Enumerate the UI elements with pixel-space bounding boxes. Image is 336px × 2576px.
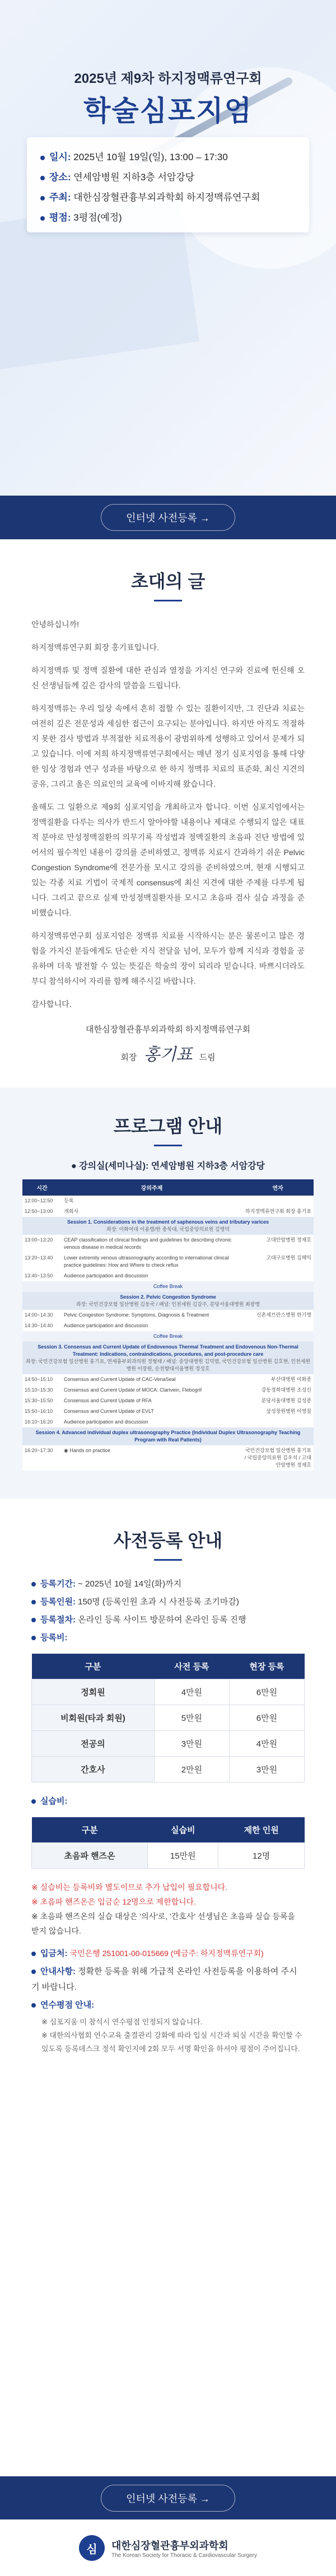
table-row: 13:20~13:40 Lower extremity venous ultrasonography according to international clinical practice guidelines: How and Where to check reflux 고대구로병원 김해익: [22, 1253, 314, 1271]
registration-title: 사전등록 안내: [113, 1530, 223, 1551]
info-place: 장소: 연세암병원 지하3층 서암강당: [40, 167, 296, 188]
program-section: [0, 1088, 336, 1499]
cta-bar-bottom: [0, 2476, 336, 2520]
signature-suffix: 드림: [199, 1053, 216, 1062]
session-title: Session 2. Pelvic Congestion Syndrome: [120, 1294, 216, 1300]
cert-note: ※ 심포지움 미 참석시 연수평점 인정되지 않습니다.: [41, 2018, 203, 2026]
info-date: 일시: 2025년 10월 19일(일), 13:00 – 17:30: [40, 147, 296, 167]
table-header: 실습비: [148, 1817, 218, 1843]
footer-org-en: The Korean Society for Thoracic & Cardiovascular Surgery: [111, 2552, 257, 2559]
table-row: 16:20~17:30 ◉ Hands on practice 국민건강보험 일산병원 홍기표 / 국립중앙의료원 김우석 / 고대안암병원 정재호: [22, 1445, 314, 1471]
society-logo-icon: 심: [79, 2535, 105, 2561]
table-header: 시간: [22, 1179, 62, 1196]
signature-org: 대한심장혈관흉부외과학회 하지정맥류연구회: [86, 1025, 250, 1034]
table-row: 15:10~15:30 Consensus and Current Update of MOCA: Clarivein, Flebogrif 강동경희대병원 조성신: [22, 1385, 314, 1396]
reg-period: 등록기간: ~ 2025년 10월 14일(화)까지: [31, 1576, 305, 1592]
note-practice-target: ※ 초음파 핸즈온의 실습 대상은 '의사'로, '간호사' 선생님은 초음파 실습 등록을 받지 않습니다.: [31, 1912, 295, 1935]
fee-table: [31, 1654, 305, 1782]
signature-block: [31, 1023, 305, 1065]
greeting-paragraph: 하지정맥류는 우리 일상 속에서 흔히 접할 수 있는 질환이지만, 그 진단과 치료는 여전히 깊은 전문성과 세심한 접근이 요구되는 분야입니다. 하지만 아직도 적절하지 못한 검사 방법과 부적절한 치료적용이 광범위하게 성행하고 있어서 문제가 되고 있습니다. 이에 저희 하지정맥류연구회에서는 매년 정기 심포지엄을 통해 다양한 임상 경험과 연구 성과를 바탕으로 한 하지 정맥류 치료의 표준화, 최신 지견의 공유, 그리고 올은 의료인의 교육에 이바지해 왔습니다.: [31, 704, 305, 788]
table-header: 연자: [242, 1179, 314, 1196]
table-row: 초음파 핸즈온 15만원 12명: [32, 1843, 305, 1869]
table-row: 12:00~12:50 등록: [22, 1196, 314, 1206]
bullet-icon: [31, 1799, 36, 1804]
note-practice-fee: ※ 실습비는 등록비와 별도이므로 추가 납입이 필요합니다.: [31, 1883, 228, 1892]
bullet-icon: [31, 1970, 36, 1974]
table-row: 15:30~15:50 Consensus and Current Update of RFA 분당서울대병원 김성종: [22, 1396, 314, 1406]
bullet-icon: [31, 1952, 36, 1956]
table-row: 13:00~13:20 CEAP classification of clinical findings and guidelines for describing chronic venous disease in medical records 고대안암병원 정재호: [22, 1235, 314, 1253]
table-row: 16:10~16:20 Audience participation and discussion: [22, 1417, 314, 1427]
table-row: 15:50~16:10 Consensus and Current Update of EVLT 삼성창원병원 이영칠: [22, 1406, 314, 1417]
program-table: [22, 1179, 314, 1471]
signature-name: 홍기표: [143, 1045, 193, 1065]
bullet-icon: [40, 196, 45, 200]
table-header: 제한 인원: [218, 1817, 305, 1843]
greeting-title: 초대의 글: [130, 571, 206, 591]
bullet-icon: [40, 156, 45, 160]
bullet-icon: [31, 1600, 36, 1604]
program-title: 프로그램 안내: [113, 1116, 223, 1136]
registration-section: [0, 1499, 336, 2073]
greeting-paragraph: 하지정맥류 및 정맥 질환에 대한 관심과 열정을 가지신 연구와 진료에 헌신해 오신 선생님들께 깊은 감사의 말씀을 드립니다.: [31, 666, 305, 690]
hero-title: 학술심포지엄: [83, 95, 253, 127]
signature-role: 회장: [120, 1053, 137, 1062]
reg-capacity: 등록인원: 150명 (등록인원 초과 시 사전등록 조기마감): [31, 1594, 305, 1610]
table-row: 14:30~14:40 Audience participation and discussion: [22, 1320, 314, 1331]
register-button[interactable]: 인터넷 사전등록 →: [101, 504, 235, 531]
greeting-paragraph: 하지정맥류연구회 회장 홍기표입니다.: [31, 643, 160, 652]
greeting-paragraph: 하지정맥류연구회 심포지엄은 정맥류 치료를 시작하시는 분은 물론이고 많은 경험을 가지신 분들에게도 단순한 지식 전달을 넘어, 모두가 함께 지식과 경험을 공유하며 더욱 발전할 수 있는 뜻깊은 학술의 장이 되리라 믿습니다. 바쁘시더라도 부디 참석하시어 자리를 함께 해주시길 바랍니다.: [31, 931, 305, 986]
reg-account: 입금처: 국민은행 251001-00-015669 (예금주: 하지정맥류연구회): [31, 1946, 305, 1962]
reg-practice: 실습비:: [31, 1794, 305, 1809]
program-break-row: Coffee Break: [22, 1281, 314, 1292]
table-row: 정회원 4만원 6만원: [32, 1679, 305, 1705]
session-title: Session 1. Considerations in the treatment of saphenous veins and tributary varices: [67, 1219, 269, 1225]
practice-table: [31, 1817, 305, 1869]
bullet-icon: [31, 1582, 36, 1586]
bullet-icon: [40, 216, 45, 221]
table-header: 구분: [32, 1654, 155, 1679]
table-header: 강의주제: [62, 1179, 242, 1196]
bullet-icon: [31, 1636, 36, 1640]
session-title: Session 3. Consensus and Current Update of Endovenous Thermal Treatment and Endovenous Non-Thermal Treatment: Indications, contraindications, procedures, and post-procedure care: [38, 1344, 298, 1357]
bullet-icon: [31, 2003, 36, 2008]
table-row: 14:00~14:30 Pelvic Congestion Syndrome: Symptoms, Diagnosis & Treatment 신촌세브란스병원 한기명: [22, 1310, 314, 1320]
footer-org-ko: 대한심장혈관흉부외과학회: [111, 2540, 228, 2551]
table-row: 전공의 3만원 4만원: [32, 1731, 305, 1757]
reg-method: 등록절차: 온라인 등록 사이트 방문하여 온라인 등록 진행: [31, 1612, 305, 1628]
note-practice-limit: ※ 초음파 핸즈온은 입금순 12명으로 제한합니다.: [31, 1897, 197, 1906]
session-chairs: 좌장: 이화여대 이용렬/한 충북대, 국립중앙의료원 김영덕: [106, 1226, 230, 1232]
reg-cert: 연수평점 안내:: [31, 1998, 305, 2013]
table-row: 14:50~15:10 Consensus and Current Update of CAC-VenaSeal 부산대병원 이화종: [22, 1374, 314, 1385]
session-chairs: 좌장: 국민건강보험 일산병원 김동국 / 패널: 인천세원 김갑주, 분당서울대병원 최광명: [76, 1301, 260, 1307]
register-button[interactable]: 인터넷 사전등록 →: [101, 2485, 235, 2512]
title-underline: [154, 1145, 182, 1146]
table-row: 간호사 2만원 3만원: [32, 1757, 305, 1782]
info-credit: 평점: 3평점(예정): [40, 208, 296, 228]
program-venue: ● 강의실(세미나실): 연세암병원 지하3층 서암강당: [71, 1161, 265, 1171]
footer: [0, 2519, 336, 2576]
greeting-paragraph: 올해도 그 일환으로 제9회 심포지엄을 개최하고자 합니다. 이번 심포지엄에서는 정맥질환을 다루는 의사가 반드시 알아야할 내용이나 제대로 수행되지 않은 대표적 분야로 만성정맥질환의 의무기록 작성법과 정맥질환의 초음파 진단 방법에 있어서의 필수적인 내용이 강의를 준비하였고, 정맥류 치료시 간과하기 쉬운 Pelvic Congestion Syndrome에 전문가를 모시고 강의를 준비하였으며, 현재 시행되고 있는 각종 치료 기법이 국제적 consensus에 최신 지견에 대한 주제를 다루게 됩니다. 그리고 끝으로 실제 만성정맥질환자를 모시고 초음파 검사 실습 과정을 준비했습니다.: [31, 802, 305, 917]
reg-fee: 등록비:: [31, 1630, 305, 1646]
greeting-section: [0, 539, 336, 1088]
hero-subtitle: 2025년 제9차 하지정맥류연구회: [74, 71, 262, 86]
table-row: 비회원(타과 회원) 5만원 6만원: [32, 1705, 305, 1731]
program-table-body: [22, 1196, 314, 1471]
event-info-box: [27, 137, 309, 232]
greeting-paragraph: 감사합니다.: [31, 1000, 72, 1009]
program-break-row: Coffee Break: [22, 1331, 314, 1342]
greeting-paragraph: 안녕하십니까!: [31, 620, 80, 629]
session-title: Session 4. Advanced individual duplex ultrasonography Practice (Individual Duplex Ultrasonography Teaching Program with Real Patients): [35, 1430, 301, 1443]
hero-section: [0, 0, 336, 496]
cert-note: ※ 대한의사협회 연수교육 출결관리 강화에 따라 입실 시간과 퇴실 시간을 확인할 수 있도록 등록데스크 정석 확인지에 2회 모두 서명 확인을 하셔야 평점이 주어집니다.: [41, 2031, 302, 2053]
table-row: 12:50~13:00 개회사 하지정맥류연구회 회장 홍기표: [22, 1206, 314, 1217]
bullet-icon: [40, 176, 45, 180]
program-session-row: [22, 1217, 314, 1235]
program-session-row: [22, 1292, 314, 1310]
reg-guide: 안내사항: 정확한 등록을 위해 가급적 온라인 사전등록을 이용하여 주시기 바랍니다.: [31, 1967, 297, 1992]
program-session-row: [22, 1427, 314, 1445]
table-header: 현장 등록: [229, 1654, 304, 1679]
bullet-icon: [31, 1618, 36, 1622]
session-chairs: 좌장: 국민건강보험 일산병원 홍기표, 연세흉부외과의원 정형태 / 패널: 중앙대병원 김덕범, 국민건강보험 일산병원 김호현, 인천세원병원 이장원, 순천향대서울병원 정성호: [25, 1359, 311, 1371]
program-session-row: [22, 1342, 314, 1374]
cta-bar-top: [0, 496, 336, 539]
table-header: 구분: [32, 1817, 148, 1843]
info-host: 주최: 대한심장혈관흉부외과학회 하지정맥류연구회: [40, 188, 296, 208]
table-header: 사전 등록: [154, 1654, 229, 1679]
table-row: 13:40~13:50 Audience participation and discussion: [22, 1271, 314, 1281]
